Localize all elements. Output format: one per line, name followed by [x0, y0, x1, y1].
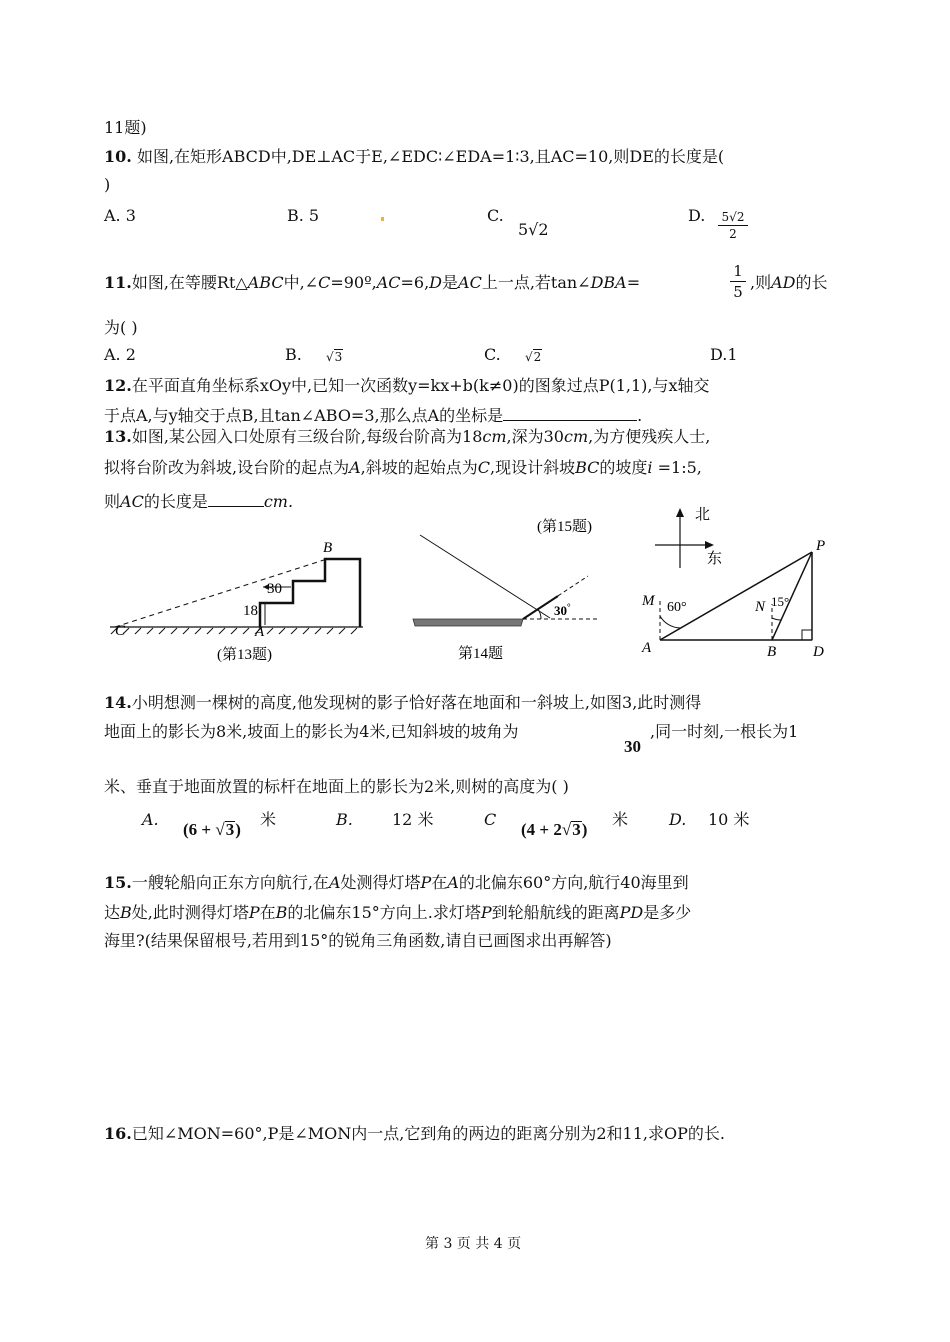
q11-fraction	[730, 262, 746, 301]
q13-text: ,	[696, 458, 702, 477]
q15-var: B	[275, 903, 288, 922]
q15-text: 的北偏东60°方向,航行40海里到	[458, 873, 689, 892]
q13-var: AC	[120, 492, 144, 511]
angle-arc-15	[772, 618, 781, 620]
q13-line-2	[104, 458, 702, 478]
q15-text: 达	[104, 903, 121, 922]
q10-close-paren: )	[104, 175, 111, 194]
east-arrow-icon	[705, 541, 714, 549]
expr-part: )	[235, 820, 241, 839]
angle-30-label	[554, 602, 571, 618]
q11-var: C	[318, 273, 331, 292]
q11-text: 是	[442, 273, 459, 292]
question-12	[104, 376, 710, 396]
east-label: 东	[707, 551, 723, 567]
q15-var: P	[248, 903, 260, 922]
q11-var: AD	[771, 273, 796, 292]
degree-sign: °	[567, 602, 571, 612]
q14-line-1: 小明想测一棵树的高度,他发现树的影子恰好落在地面和一斜坡上,如图3,此时测得	[131, 693, 702, 712]
q11-text: 如图,在等腰Rt△	[131, 273, 248, 292]
q11-option-d: D.1	[710, 345, 738, 364]
q16-number: 16.	[104, 1124, 132, 1143]
angle-60-label: 60°	[667, 600, 687, 615]
q11-text: 上一点,若tan∠	[481, 273, 591, 292]
angle-value: 30	[554, 603, 567, 618]
q15-text: 到轮船航线的距离	[491, 903, 620, 922]
q14-option-d-label: D.	[669, 810, 687, 829]
q12-line-1: 在平面直角坐标系xOy中,已知一次函数y=kx+b(k≠0)的图象过点P(1,1),与x轴交	[131, 376, 710, 395]
label-c: C	[115, 623, 126, 639]
q10-option-a: A. 3	[104, 206, 136, 225]
q15-text: 一艘轮船向正东方向航行,在	[131, 873, 329, 892]
q13-text: ,为方便残疾人士,	[588, 427, 711, 446]
label-b: B	[767, 644, 777, 660]
sun-ray-line	[420, 535, 550, 618]
q13-var: A	[349, 458, 361, 477]
q10-option-d-numerator: 5√2	[721, 210, 745, 224]
q15-var: P	[480, 903, 492, 922]
q11-var: ABC	[247, 273, 284, 292]
q13-unit: cm	[482, 427, 507, 446]
q14-option-c-unit: 米	[612, 810, 629, 829]
question-16	[104, 1124, 725, 1144]
q11-text: =6,	[400, 273, 430, 292]
q15-text: 在	[431, 873, 448, 892]
q11-var: D	[429, 273, 442, 292]
q14-option-a-unit: 米	[260, 810, 277, 829]
answer-blank[interactable]	[503, 404, 637, 421]
label-b: B	[323, 540, 333, 556]
q15-text: 处测得灯塔	[340, 873, 421, 892]
q13-var: C	[477, 458, 490, 477]
q11-var: DBA	[590, 273, 627, 292]
q11-text: =90º,	[330, 273, 377, 292]
q11-option-b-radicand: 3	[334, 350, 343, 364]
ground-shadow-bar	[413, 619, 523, 626]
q14-option-a-label: A.	[142, 810, 159, 829]
q11-option-a: A. 2	[104, 345, 136, 364]
q15-var: A	[328, 873, 341, 892]
q14-option-b-label: B.	[336, 810, 353, 829]
q13-unit: cm.	[263, 492, 294, 511]
q10-option-d-denominator: 2	[729, 227, 737, 241]
q13-number: 13.	[104, 427, 132, 446]
q16-text: 已知∠MON=60°,P是∠MON内一点,它到角的两边的距离分别为2和11,求OP的长.	[131, 1124, 725, 1143]
q10-option-d-fraction	[718, 210, 748, 241]
q12-line-2: 于点A,与y轴交于点B,且tan∠ABO=3,那么点A的坐标是	[104, 406, 504, 425]
angle-arc-60	[660, 616, 681, 628]
q13-ratio: =1:5	[652, 458, 697, 477]
q15-text: 在	[259, 903, 276, 922]
question-13	[104, 427, 710, 447]
q11-number: 11.	[104, 273, 132, 292]
q10-option-b: B. 5	[287, 206, 320, 225]
q11-text: 的长	[795, 273, 828, 292]
q13-text: 的长度是	[143, 492, 208, 511]
slope-dashed-line	[115, 559, 327, 627]
q13-line-3	[104, 490, 293, 512]
figure-13-stairs	[105, 535, 375, 665]
q13-unit: cm	[563, 427, 589, 446]
expr-part: (6 +	[183, 820, 216, 839]
q14-angle-30: 30	[624, 737, 641, 756]
q15-line-3: 海里?(结果保留根号,若用到15°的锐角三角函数,请自已画图求出再解答)	[104, 931, 612, 950]
q10-option-c: C.	[487, 206, 504, 225]
q11-text: 中,∠	[283, 273, 319, 292]
q11-option-c-radicand: 2	[533, 350, 542, 364]
q14-line-2b: ,同一时刻,一根长为1	[650, 722, 799, 741]
fraction-bar	[718, 225, 748, 226]
q15-text: 的北偏东15°方向上.求灯塔	[287, 903, 481, 922]
q13-text: 如图,某公园入口处原有三级台阶,每级台阶高为18	[131, 427, 483, 446]
q12-end: .	[637, 406, 643, 425]
q13-text: ,深为30	[506, 427, 564, 446]
q14-line-3: 米、垂直于地面放置的标杆在地面上的影长为2米,则树的高度为( )	[104, 777, 569, 796]
angle-15-label: 15°	[771, 594, 790, 609]
q11-text: ,则	[750, 273, 772, 292]
q11-option-c-expr: √2	[525, 350, 542, 364]
q10-stem: 如图,在矩形ABCD中,DE⊥AC于E,∠EDC∶∠EDA=1∶3,且AC=10,则DE的长度是(	[136, 147, 725, 166]
label-18: 18	[243, 603, 258, 619]
question-15	[104, 873, 689, 893]
q14-option-c-expr: (4 + 2√3)	[521, 820, 588, 839]
figure-13-caption: (第13题)	[217, 647, 272, 663]
north-label: 北	[695, 507, 711, 523]
q10-option-d: D.	[688, 206, 706, 225]
q13-text: 拟将台阶改为斜坡,设台阶的起点为	[104, 458, 350, 477]
radicand: 3	[572, 820, 581, 839]
q15-number: 15.	[104, 873, 132, 892]
radicand: 3	[225, 820, 235, 839]
q15-line-2	[104, 903, 691, 923]
page-footer: 第 3 页 共 4 页	[425, 1236, 522, 1252]
angle-arc	[538, 609, 541, 619]
answer-blank[interactable]	[208, 490, 264, 507]
q15-var: PD	[619, 903, 644, 922]
q11-line-2: 为( )	[104, 318, 138, 337]
q11-var: AC	[458, 273, 482, 292]
figure-14-caption: 第14题	[458, 646, 504, 662]
question-14	[104, 693, 701, 713]
q13-var: i	[647, 458, 653, 477]
question-11	[104, 273, 640, 293]
q15-text: 是多少	[643, 903, 692, 922]
q13-text: 的坡度	[599, 458, 648, 477]
q15-text: 处,此时测得灯塔	[131, 903, 249, 922]
expr-part: (4 + 2	[521, 820, 562, 839]
figure-14-tree-shadow	[410, 530, 610, 670]
q10-option-c-expr	[518, 220, 549, 240]
label-n: N	[755, 599, 766, 615]
q10-number: 10.	[104, 147, 132, 166]
label-d: D	[813, 644, 824, 660]
q11-fraction-denominator: 5	[733, 283, 743, 301]
label-m: M	[642, 593, 655, 609]
q14-option-b-value: 12 米	[392, 810, 434, 829]
q11-stem-end	[750, 273, 828, 293]
q11-option-b: B.	[285, 345, 302, 364]
right-angle-marker	[802, 630, 812, 640]
q11-option-b-expr: √3	[326, 350, 343, 364]
previous-question-tail: 11题)	[104, 118, 147, 137]
q10-option-c-radical: 5√2	[518, 220, 549, 239]
q15-var: A	[447, 873, 459, 892]
label-p: P	[816, 538, 826, 554]
q15-var: B	[120, 903, 132, 922]
ground-hatching	[111, 628, 357, 634]
fraction-bar	[730, 281, 746, 282]
q15-var: P	[420, 873, 432, 892]
question-10	[104, 147, 724, 167]
stray-dot	[381, 217, 384, 221]
q14-option-a-expr: (6 + √3)	[183, 820, 241, 839]
q12-line-2-row	[104, 404, 642, 426]
q13-var: BC	[575, 458, 600, 477]
q14-line-2a: 地面上的影长为8米,坡面上的影长为4米,已知斜坡的坡角为	[104, 722, 519, 741]
figure-15-caption: (第15题)	[537, 519, 592, 535]
q13-text: ,斜坡的起始点为	[360, 458, 478, 477]
label-a: A	[642, 640, 652, 656]
north-arrow-icon	[676, 508, 684, 517]
q14-option-d-value: 10 米	[708, 810, 750, 829]
q12-number: 12.	[104, 376, 132, 395]
q13-text: 则	[104, 492, 121, 511]
expr-part: )	[581, 820, 588, 839]
q13-text: ,现设计斜坡	[490, 458, 576, 477]
q11-text: =	[626, 273, 641, 292]
label-a: A	[255, 624, 265, 640]
q11-var: AC	[376, 273, 401, 292]
q11-option-c: C.	[484, 345, 501, 364]
q14-option-c-label: C	[484, 810, 497, 829]
label-30: 30	[267, 581, 282, 597]
q11-fraction-numerator: 1	[733, 262, 743, 280]
q14-number: 14.	[104, 693, 132, 712]
